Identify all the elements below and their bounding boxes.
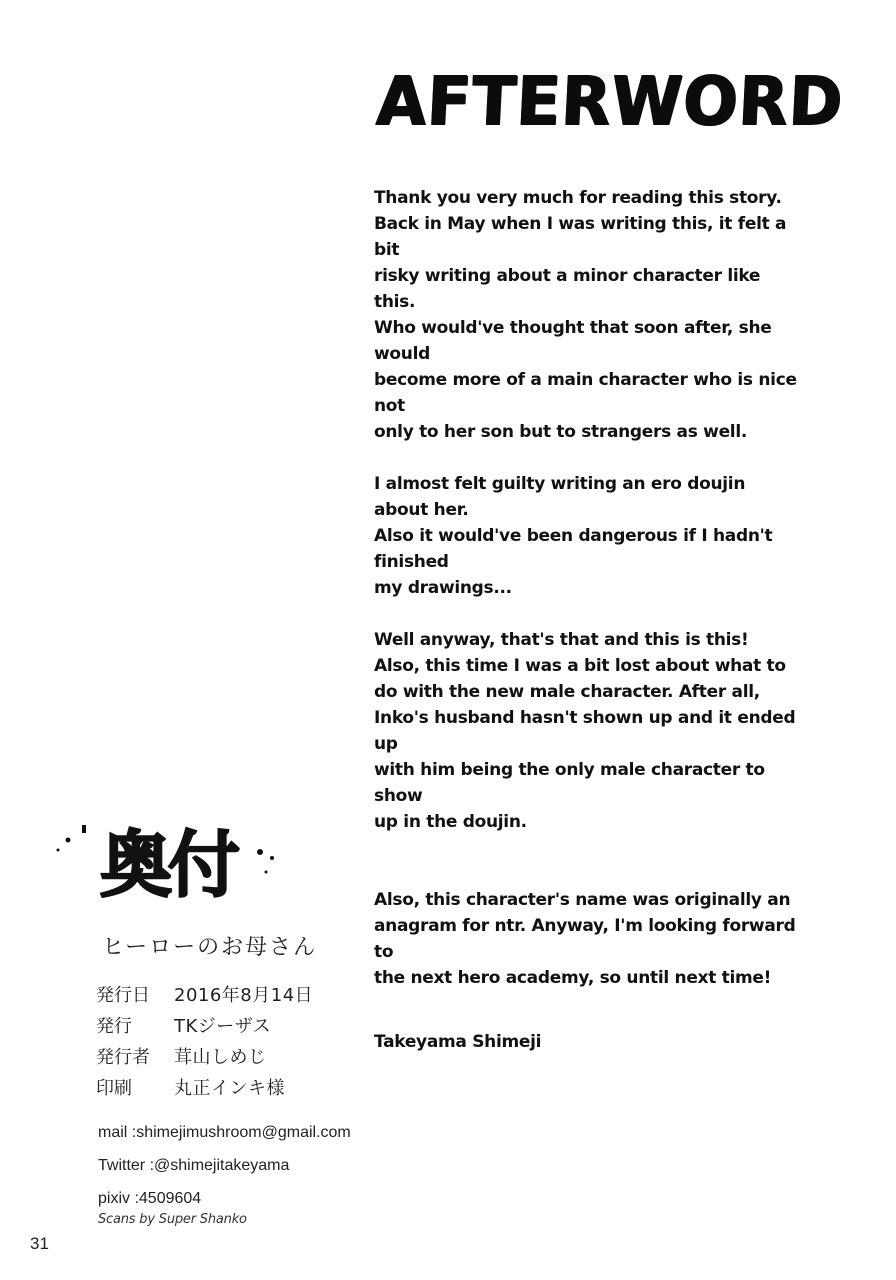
contact-mail: mail :shimejimushroom@gmail.com [98,1124,351,1141]
scans-credit: Scans by Super Shanko [98,1212,247,1227]
info-value: 2016年8月14日 [174,985,314,1006]
info-row [96,1011,313,1042]
book-title: ヒーローのお母さん [102,935,318,960]
info-row [96,1073,313,1104]
colophon-mark-text: 奥付 [100,822,237,907]
info-key: 印刷 [96,1078,132,1099]
info-row [96,1042,313,1073]
ink-splatter [257,849,263,855]
info-value: 丸正インキ様 [174,1078,285,1099]
ink-splatter [265,871,268,874]
afterword-paragraph: Well anyway, that's that and this is this! Also, this time I was a bit lost about what to do with the new male character. After all, Inko's husband hasn't shown up and it ended up with him being the only male character to show up in the doujin. [374,630,796,832]
ink-splatter [82,825,86,833]
afterword-heading: AFTERWORD [374,63,845,141]
ink-splatter [66,838,71,843]
contact-info [98,1116,351,1215]
info-value: 茸山しめじ [174,1047,267,1068]
info-key: 発行 [96,1016,132,1037]
info-row [96,980,313,1011]
info-key: 発行日 [96,985,150,1006]
ink-splatter [57,849,60,852]
page-number: 31 [30,1234,49,1253]
publication-info [96,980,313,1104]
contact-pixiv: pixiv :4509604 [98,1190,202,1207]
ink-splatter [270,856,274,860]
afterword-paragraph: Thank you very much for reading this story. Back in May when I was writing this, it felt a bit risky writing about a minor character like this. Who would've thought that soon after, she would become more of a main character who is nice not only to her son but to strangers as well. [374,188,797,442]
afterword-paragraph: I almost felt guilty writing an ero doujin about her. Also it would've been dangerous if I hadn't finished my drawings... [374,474,773,598]
afterword-body [374,185,804,1055]
colophon-brush-mark [50,800,300,910]
info-key: 発行者 [96,1047,150,1068]
info-value: TKジーザス [174,1016,272,1037]
contact-twitter: Twitter :@shimejitakeyama [98,1157,290,1174]
author-signature: Takeyama Shimeji [374,1032,542,1052]
afterword-paragraph: Also, this character's name was originally an anagram for ntr. Anyway, I'm looking forward to the next hero academy, so until next time! [374,890,796,988]
